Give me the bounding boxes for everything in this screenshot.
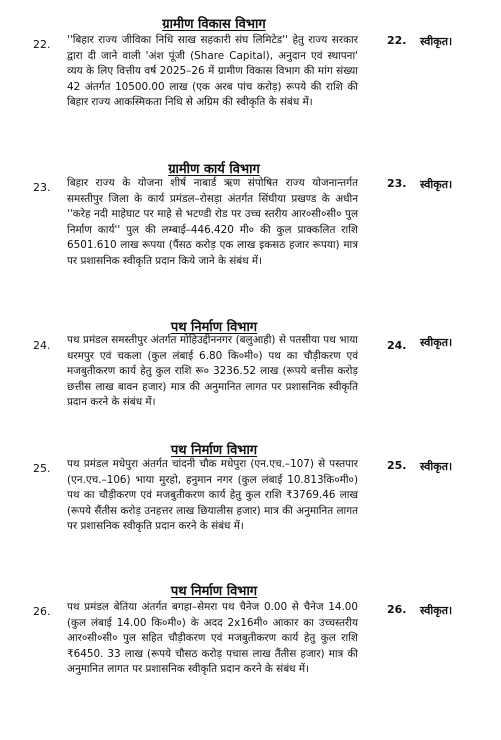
item-text: पथ प्रमंडल बेतिया अंतर्गत बगहा–सेमरा पथ चैनेज 0.00 से चैनेज 14.00 (कुल लंबाई 14.00 कि०मी०) के अदद 2x16मी० आकार का उच्चस्तरीय आर०सी०सी० पुल सहित चौड़ीकरण एवं मजबुतीकरण कार्य हेतु कुल राशि ₹6450. 33 लाख (रूपये चौसठ करोड़ पचास लाख तैंतीस हजार) मात्र की अनुमानित लागत पर प्रशासनिक स्वीकृति प्रदान करने के संबंध में। [67,601,358,676]
item-number: 25. [33,462,51,475]
decision-number: 26. [387,603,407,616]
decision-status: स्वीकृत। [420,336,453,349]
department-heading: पथ निर्माण विभाग [170,443,258,458]
decision-status: स्वीकृत। [420,604,453,617]
department-heading: ग्रामीण कार्य विभाग [168,162,260,177]
department-heading: पथ निर्माण विभाग [170,584,258,599]
item-number: 22. [33,38,51,51]
item-text: ''बिहार राज्य जीविका निधि साख सहकारी संघ लिमिटेड'' हेतु राज्य सरकार द्वारा दी जाने वाली 'अंश पूंजी (Share Capital), अनुदान एवं स्थापना' व्यय के लिए वित्तीय वर्ष 2025–26 में ग्रामीण विकास विभाग की मांग संख्या 42 अंतर्गत 10500.00 लाख (एक अरब पांच करोड़) रूपये की राशि की बिहार राज्य आकस्मिकता निधि से अग्रिम की स्वीकृति के संबंध में। [67,34,358,109]
item-number: 24. [33,339,51,352]
item-number: 23. [33,181,51,194]
item-number: 26. [33,605,51,618]
decision-number: 25. [387,459,407,472]
department-heading: पथ निर्माण विभाग [170,320,258,335]
decision-number: 22. [387,34,407,47]
decision-number: 24. [387,339,407,352]
department-heading: ग्रामीण विकास विभाग [162,17,266,32]
decision-status: स्वीकृत। [420,35,453,48]
decision-number: 23. [387,177,407,190]
decision-status: स्वीकृत। [420,460,453,473]
item-text: पथ प्रमंडल समस्तीपुर अंतर्गत मोहिउद्दीननगर (बलुआही) से पतसीया पथ भाया धरमपुर एवं चकला (कुल लंबाई 6.80 कि०मी०) पथ का चौड़ीकरण एवं मजबुतीकरण कार्य हेतु कुल राशि रू० 3236.52 लाख (रूपये बत्तीस करोड़ छत्तीस लाख बावन हजार) मात्र की अनुमानित लागत पर प्रशासनिक स्वीकृति प्रदान करने के संबंध में। [67,334,358,409]
item-text: बिहार राज्य के योजना शीर्ष नाबार्ड ऋण संपोषित राज्य योजनान्तर्गत समस्तीपुर जिला के कार्य प्रमंडल–रोसड़ा अंतर्गत सिंघीया प्रखण्ड के अधीन ''करेह नदी माहेघाट पर माहे से भटण्डी रोड पर उच्च स्तरीय आर०सी०सी० पुल निर्माण कार्य'' पुल की लम्बाई–446.420 मी० की कुल प्राक्कलित राशि 6501.610 लाख रूपया (पैंसठ करोड़ एक लाख इकसठ हजार रूपया) मात्र पर प्रशासनिक स्वीकृति प्रदान किये जाने के संबंध में। [67,177,358,267]
item-text: पथ प्रमंडल मधेपुरा अंतर्गत चांदनी चौक मधेपुरा (एन.एच.–107) से पस्तपार (एन.एच.–106) भाया मुरहो, हनुमान नगर (कुल लंबाई 10.813कि०मी०) पथ का चौड़ीकरण एवं मजबुतीकरण कार्य हेतु कुल राशि ₹3769.46 लाख (रूपये सैंतीस करोड़ उनहत्तर लाख छियालीस हजार) मात्र की अनुमानित लागत पर प्रशासनिक स्वीकृति प्रदान करने के संबंध में। [67,458,358,533]
decision-status: स्वीकृत। [420,178,453,191]
